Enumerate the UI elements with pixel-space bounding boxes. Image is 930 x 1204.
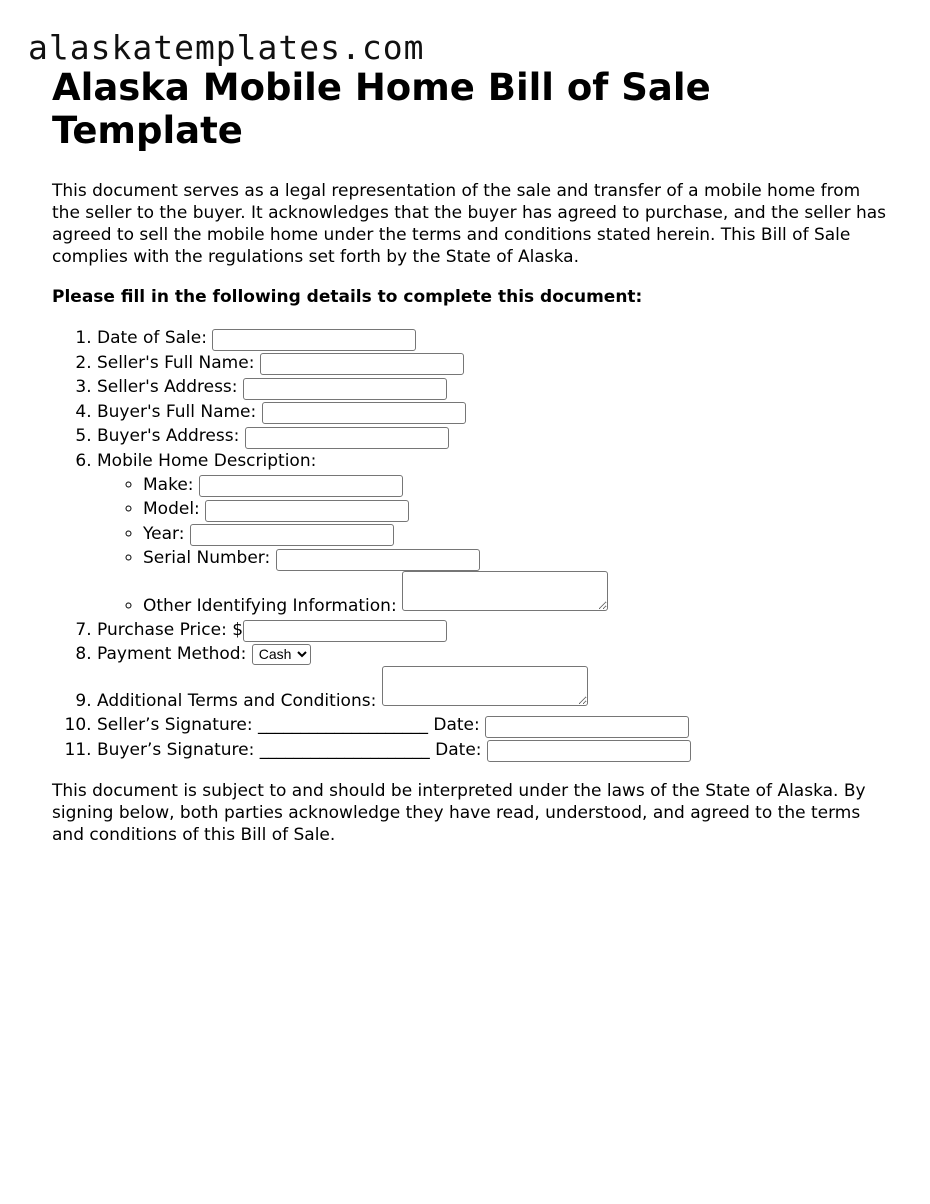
make-input[interactable] [199, 475, 403, 497]
seller-name-input[interactable] [260, 353, 464, 375]
list-item [97, 666, 892, 713]
list-item [143, 522, 892, 547]
list-item [97, 738, 892, 763]
serial-number-input[interactable] [276, 549, 480, 571]
instructions-heading: Please fill in the following details to complete this document: [52, 287, 643, 307]
purchase-price-label: Purchase Price: $ [97, 619, 244, 640]
buyer-address-input[interactable] [245, 427, 449, 449]
mobile-home-description-label: Mobile Home Description: [97, 450, 317, 471]
buyer-name-input[interactable] [262, 402, 466, 424]
buyer-signature-label: Buyer’s Signature: ____________________ Date: [97, 739, 482, 760]
date-of-sale-input[interactable] [212, 329, 416, 351]
serial-number-label: Serial Number: [143, 548, 271, 568]
form-field-list [52, 326, 892, 762]
seller-signature-date-input[interactable] [485, 716, 689, 738]
model-input[interactable] [205, 500, 409, 522]
other-info-textarea[interactable] [402, 571, 608, 611]
seller-name-label: Seller's Full Name: [97, 352, 255, 373]
document-body [52, 66, 892, 846]
list-item [143, 546, 892, 571]
payment-method-select[interactable] [252, 644, 311, 665]
list-item [143, 473, 892, 498]
list-item [97, 375, 892, 400]
list-item [143, 571, 892, 618]
date-of-sale-label: Date of Sale: [97, 328, 207, 348]
list-item [97, 449, 892, 618]
intro-paragraph: This document serves as a legal representation of the sale and transfer of a mobile home from the seller to the buyer. It acknowledges that the buyer has agreed to purchase, and the seller has agreed to sell the mobile home under the terms and conditions stated herein. This Bill of Sale complies with the regulations set forth by the State of Alaska. [52, 181, 887, 267]
model-label: Model: [143, 499, 200, 519]
make-label: Make: [143, 474, 194, 495]
list-item [97, 618, 892, 643]
seller-address-input[interactable] [243, 378, 447, 400]
seller-address-label: Seller's Address: [97, 377, 238, 397]
page-title: Alaska Mobile Home Bill of Sale Template [52, 66, 711, 152]
purchase-price-input[interactable] [243, 620, 447, 642]
list-item [97, 424, 892, 449]
site-watermark: alaskatemplates.com [28, 28, 425, 67]
mobile-home-description-list [97, 473, 892, 618]
list-item [143, 497, 892, 522]
seller-signature-label: Seller’s Signature: ____________________ Date: [97, 715, 480, 735]
additional-terms-label: Additional Terms and Conditions: [97, 691, 377, 711]
buyer-signature-date-input[interactable] [487, 740, 691, 762]
list-item [97, 642, 892, 666]
closing-paragraph: This document is subject to and should be interpreted under the laws of the State of Alaska. By signing below, both parties acknowledge they have read, understood, and agreed to the terms and conditions of this Bill of Sale. [52, 781, 866, 845]
buyer-name-label: Buyer's Full Name: [97, 401, 257, 422]
list-item [97, 351, 892, 376]
year-label: Year: [143, 523, 185, 544]
buyer-address-label: Buyer's Address: [97, 426, 240, 446]
year-input[interactable] [190, 524, 394, 546]
list-item [97, 400, 892, 425]
payment-method-label: Payment Method: [97, 644, 247, 664]
other-info-label: Other Identifying Information: [143, 595, 397, 616]
list-item [97, 713, 892, 738]
additional-terms-textarea[interactable] [382, 666, 588, 706]
list-item [97, 326, 892, 351]
